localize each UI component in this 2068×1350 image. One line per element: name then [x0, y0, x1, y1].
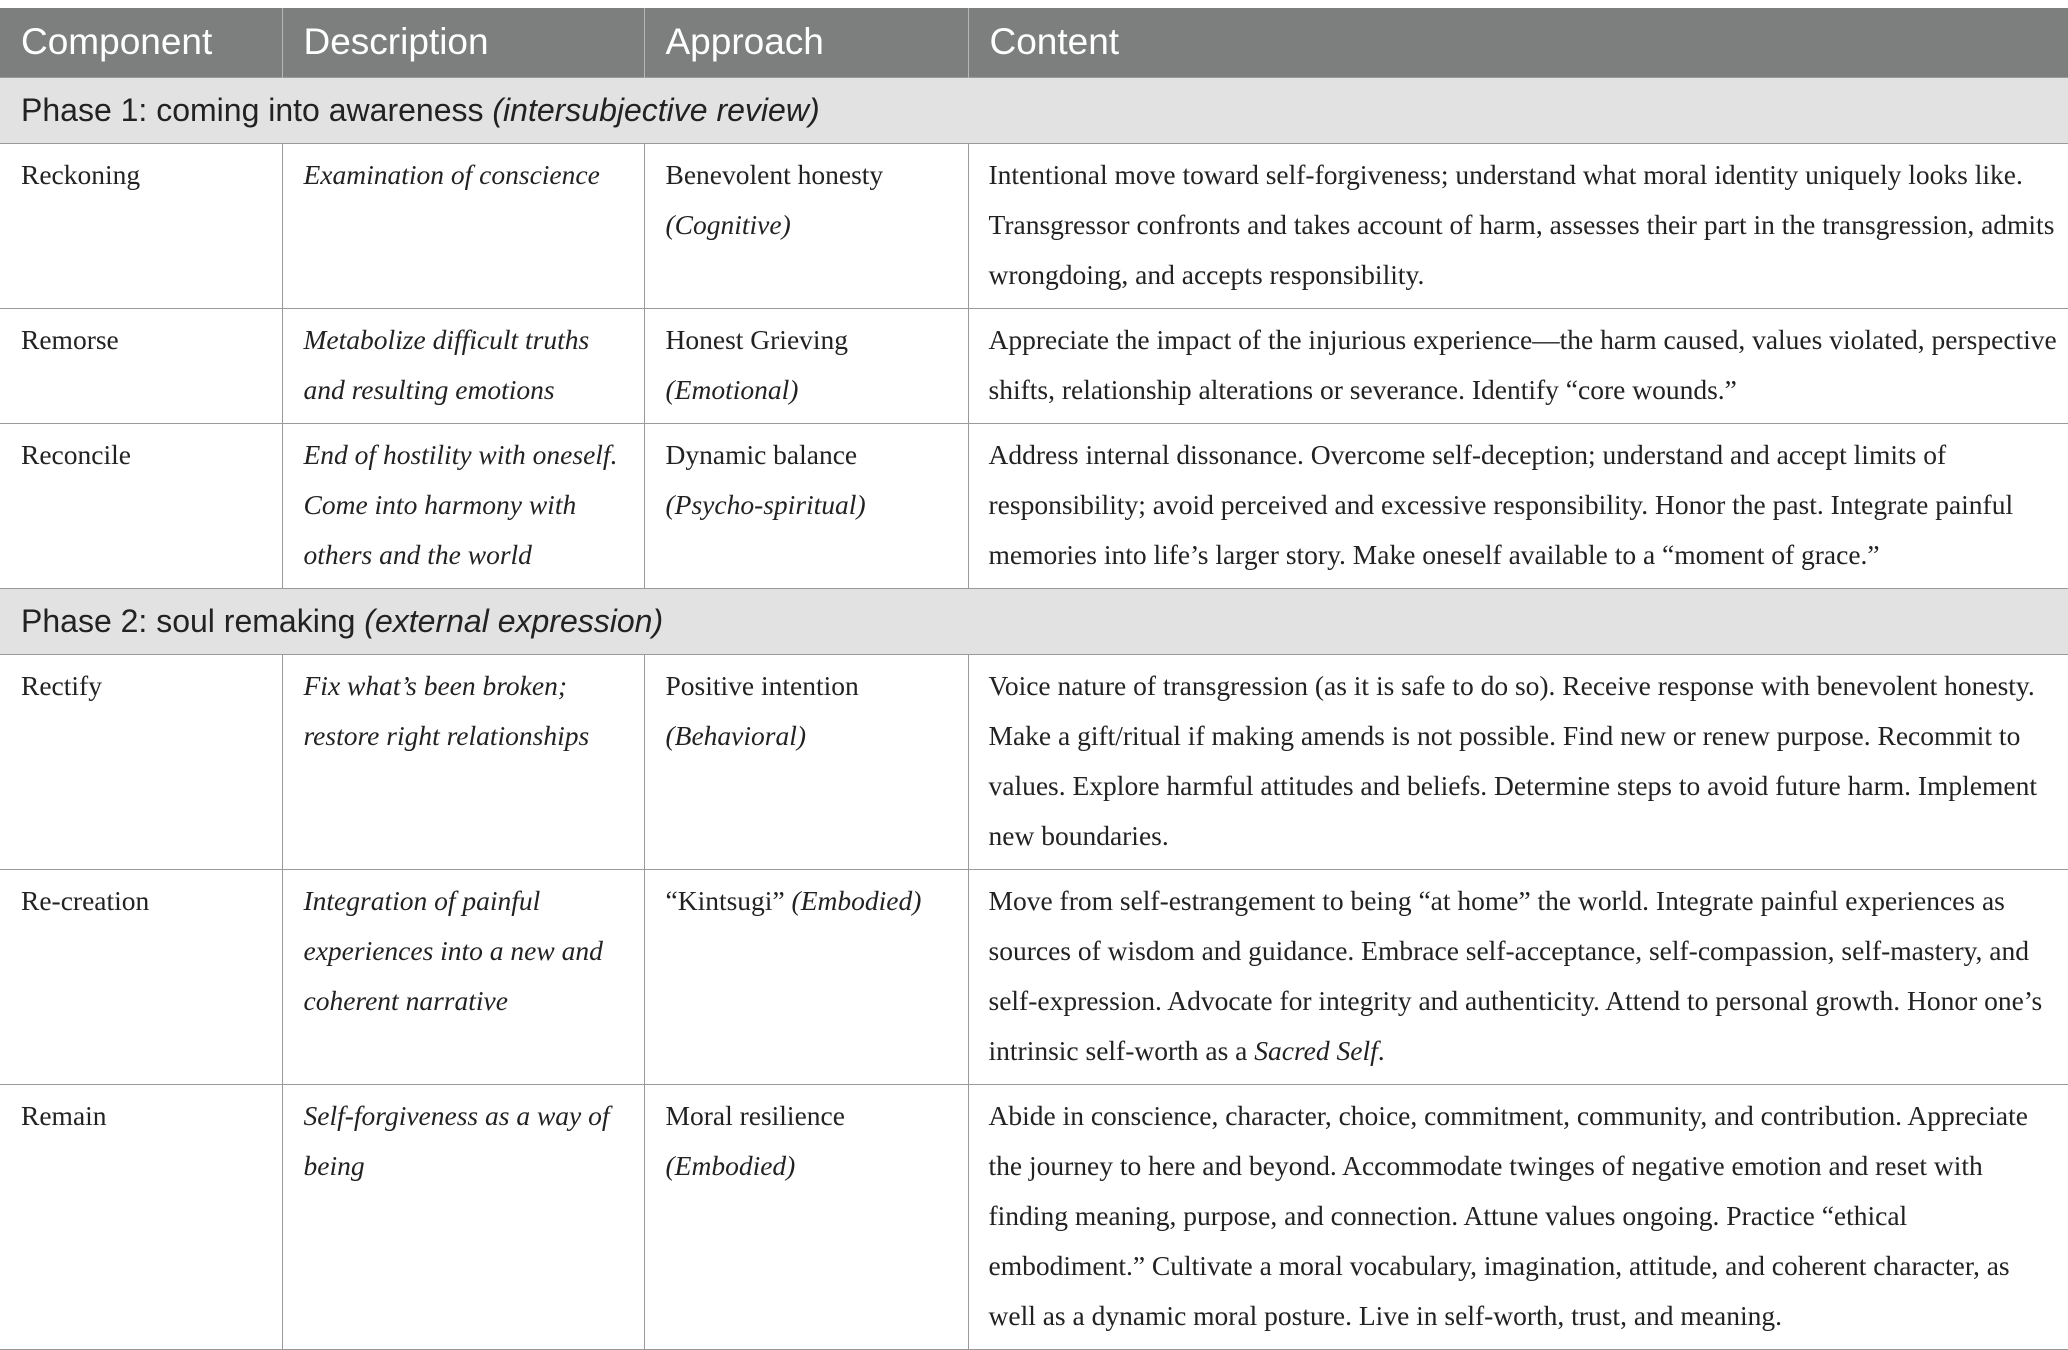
table-row [0, 654, 2068, 869]
phase-subtitle: (intersubjective review) [492, 91, 820, 128]
approach-main: Dynamic balance [665, 438, 858, 470]
content-text: Move from self-estrangement to being “at home” the world. Integrate painful experiences as sources of wisdom and guidance. Embrace self-acceptance, self-compassion, self-mastery, and self-expression. Advocate for integrity and authenticity. Attend to personal growth. Honor one’s intrinsic self-worth as a [988, 884, 2043, 1066]
header-component: Component [0, 8, 282, 77]
description-cell: Integration of painful experiences into a new and coherent narrative [282, 869, 644, 1084]
approach-tag: (Embodied) [665, 1149, 796, 1181]
phase-subtitle: (external expression) [364, 602, 664, 639]
content-cell [968, 869, 2068, 1084]
table-row [0, 1084, 2068, 1349]
approach-cell [644, 143, 968, 308]
table-row [0, 143, 2068, 308]
content-cell: Address internal dissonance. Overcome self-deception; understand and accept limits of responsibility; avoid perceived and excessive responsibility. Honor the past. Integrate painful memories into life’s larger story. Make oneself available to a “moment of grace.” [968, 423, 2068, 588]
content-emphasis: Sacred Self [1254, 1034, 1378, 1066]
approach-cell [644, 869, 968, 1084]
table-row [0, 869, 2068, 1084]
approach-main: Honest Grieving [665, 323, 849, 355]
header-row [0, 8, 2068, 77]
header-approach: Approach [644, 8, 968, 77]
approach-main: “Kintsugi” [665, 884, 792, 916]
content-cell: Intentional move toward self-forgiveness; understand what moral identity uniquely looks like. Transgressor confronts and takes account of harm, assesses their part in the transgression, admits wrongdoing, and accepts responsibility. [968, 143, 2068, 308]
description-cell: Fix what’s been broken; restore right relationships [282, 654, 644, 869]
approach-cell [644, 308, 968, 423]
component-cell: Rectify [0, 654, 282, 869]
approach-cell [644, 423, 968, 588]
content-cell: Appreciate the impact of the injurious experience—the harm caused, values violated, perspective shifts, relationship alterations or severance. Identify “core wounds.” [968, 308, 2068, 423]
phase-row [0, 588, 2068, 654]
content-end: . [1377, 1034, 1385, 1066]
component-cell: Remain [0, 1084, 282, 1349]
description-cell: End of hostility with oneself. Come into harmony with others and the world [282, 423, 644, 588]
content-cell: Voice nature of transgression (as it is safe to do so). Receive response with benevolent honesty. Make a gift/ritual if making amends is not possible. Find new or renew purpose. Recommit to values. Explore harmful attitudes and beliefs. Determine steps to avoid future harm. Implement new boundaries. [968, 654, 2068, 869]
header-content: Content [968, 8, 2068, 77]
description-cell: Examination of conscience [282, 143, 644, 308]
approach-cell [644, 1084, 968, 1349]
description-cell: Self-forgiveness as a way of being [282, 1084, 644, 1349]
description-cell: Metabolize difficult truths and resulting emotions [282, 308, 644, 423]
table-row [0, 308, 2068, 423]
phase-2-title [0, 588, 2068, 654]
phase-1-title [0, 77, 2068, 143]
approach-tag: (Emotional) [665, 373, 799, 405]
table-row [0, 423, 2068, 588]
approach-tag: (Behavioral) [665, 719, 807, 751]
phase-label: Phase 1: coming into awareness [21, 91, 493, 128]
component-cell: Reconcile [0, 423, 282, 588]
component-cell: Reckoning [0, 143, 282, 308]
phase-label: Phase 2: soul remaking [21, 602, 365, 639]
self-forgiveness-table [0, 8, 2068, 1350]
approach-main: Moral resilience [665, 1099, 845, 1131]
phase-row [0, 77, 2068, 143]
approach-cell [644, 654, 968, 869]
approach-tag: (Cognitive) [665, 208, 791, 240]
component-cell: Remorse [0, 308, 282, 423]
header-description: Description [282, 8, 644, 77]
approach-main: Benevolent honesty [665, 158, 884, 190]
content-cell: Abide in conscience, character, choice, commitment, community, and contribution. Appreciate the journey to here and beyond. Accommodate twinges of negative emotion and reset with finding meaning, purpose, and connection. Attune values ongoing. Practice “ethical embodiment.” Cultivate a moral vocabulary, imagination, attitude, and coherent character, as well as a dynamic moral posture. Live in self-worth, trust, and meaning. [968, 1084, 2068, 1349]
approach-main: Positive intention [665, 669, 859, 701]
component-cell: Re-creation [0, 869, 282, 1084]
approach-tag: (Psycho-spiritual) [665, 488, 866, 520]
approach-tag: (Embodied) [791, 884, 922, 916]
